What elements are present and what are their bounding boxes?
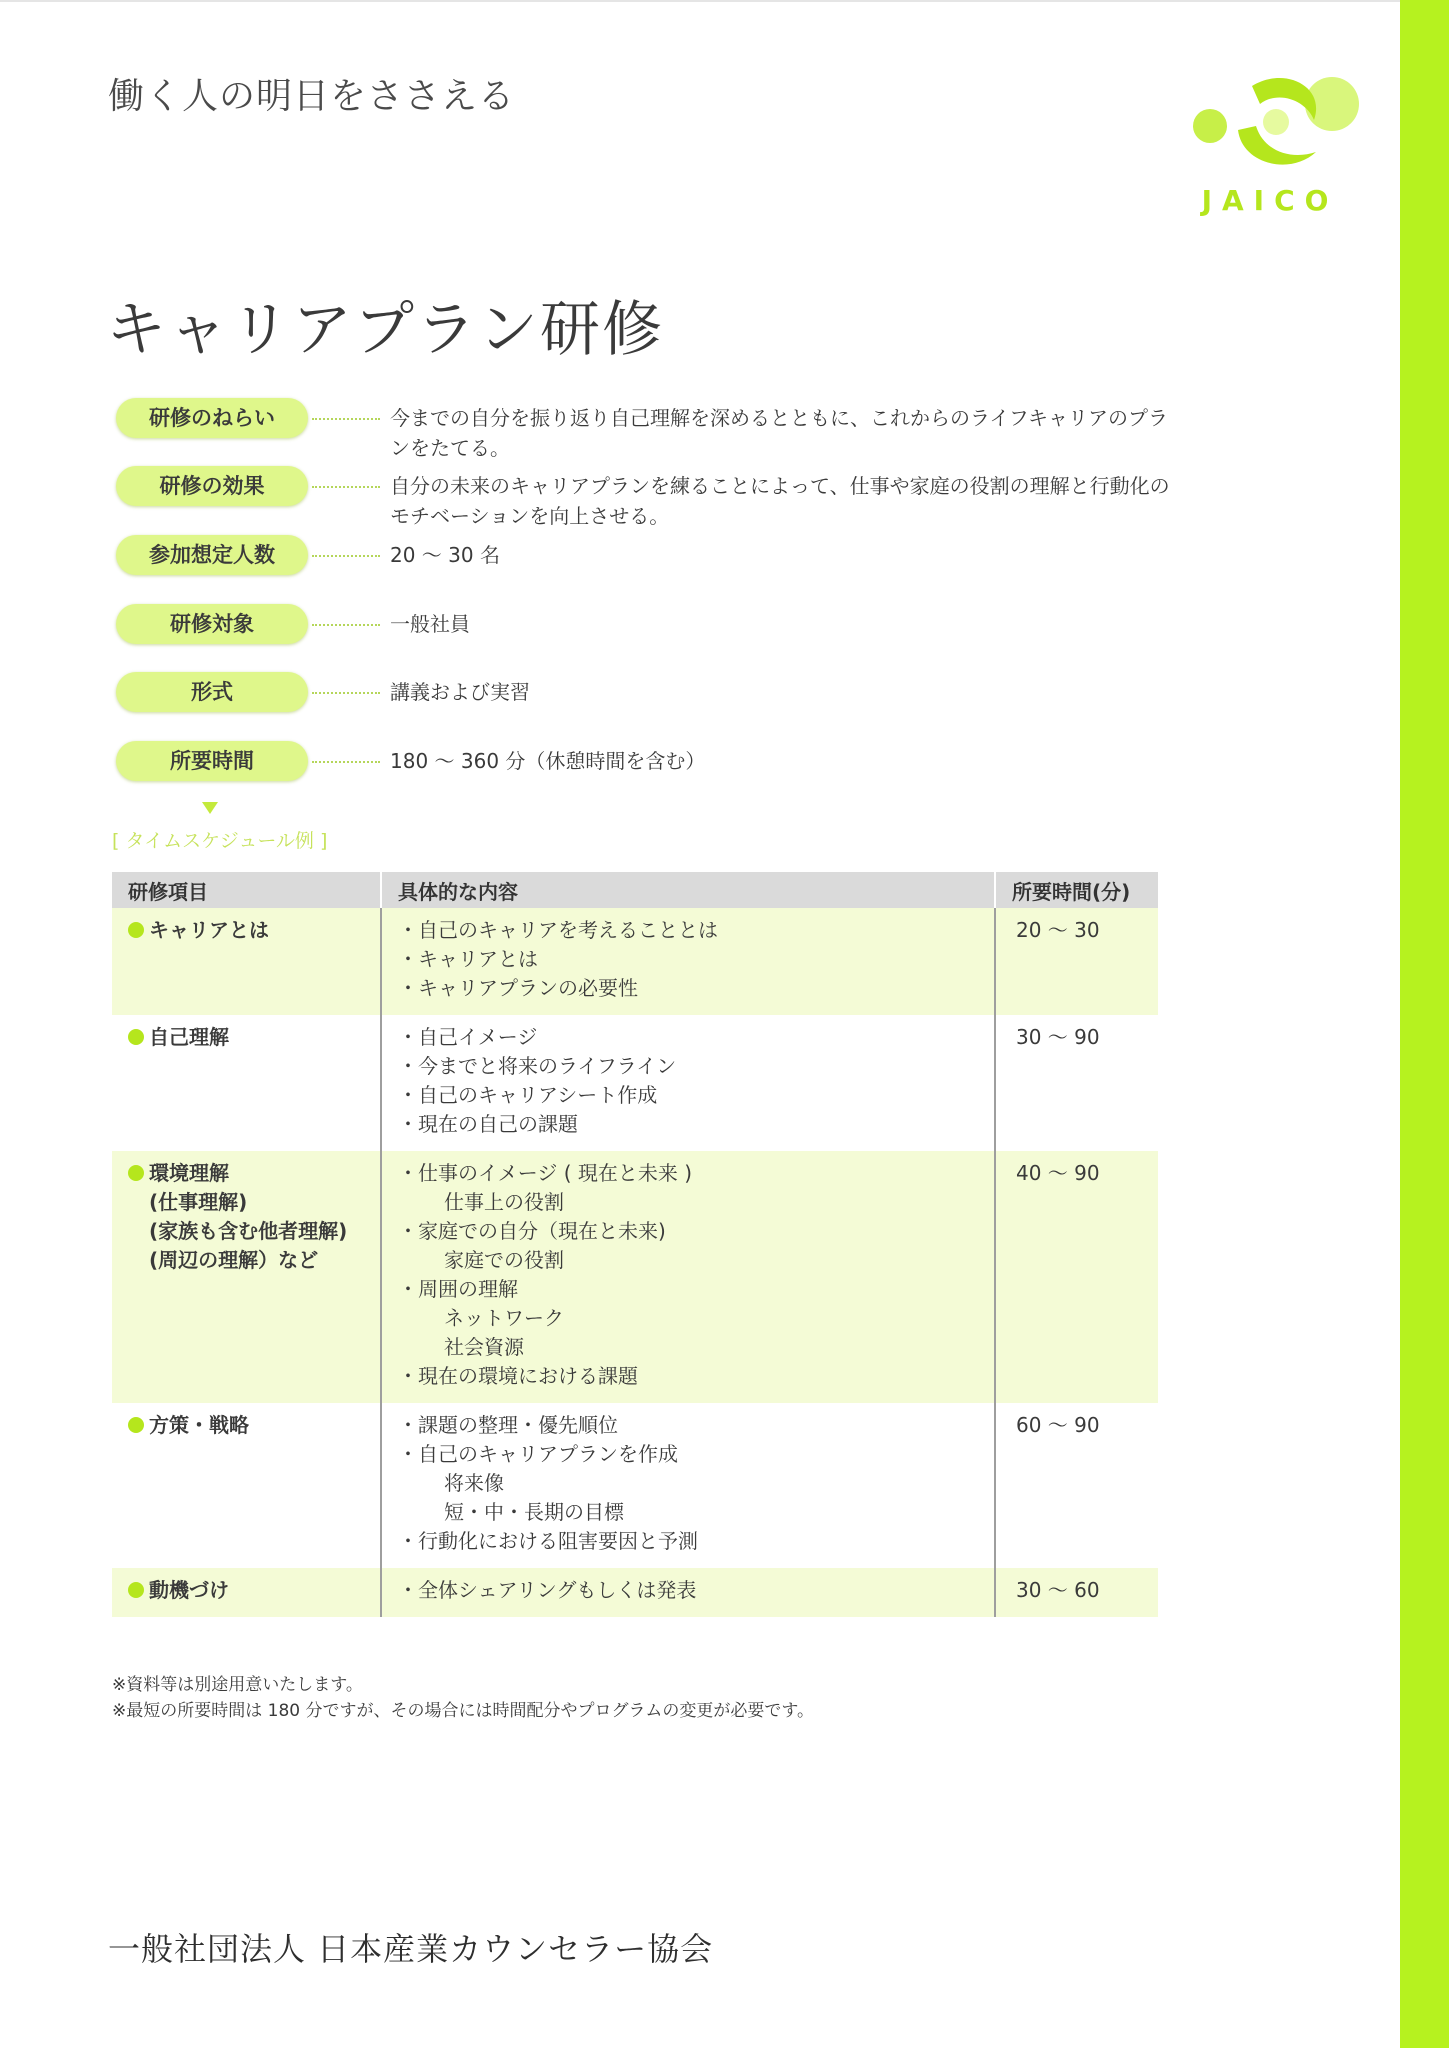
content-line: ネットワーク — [444, 1306, 564, 1330]
time-cell: 30 〜 60 — [995, 1568, 1158, 1617]
item-label: 方策・戦略 — [149, 1413, 249, 1437]
info-label-pill: 形式 — [116, 672, 308, 712]
bullet-dot-icon — [128, 1582, 144, 1598]
content-line: ・キャリアとは — [398, 947, 538, 971]
column-header: 研修項目 — [112, 872, 381, 908]
table-row — [112, 1403, 1158, 1568]
item-cell — [112, 908, 381, 1015]
column-header: 具体的な内容 — [381, 872, 995, 908]
time-cell: 30 〜 90 — [995, 1015, 1158, 1151]
info-row-duration — [116, 741, 1176, 781]
info-value: 今までの自分を振り返り自己理解を深めるとともに、これからのライフキャリアのプランをたてる。 — [390, 406, 1168, 460]
bullet-dot-icon — [128, 1029, 144, 1045]
info-row-effect — [116, 466, 1176, 528]
info-value: 20 〜 30 名 — [390, 543, 500, 567]
content-line: ・全体シェアリングもしくは発表 — [398, 1578, 697, 1602]
item-cell — [112, 1403, 381, 1568]
table-row — [112, 1568, 1158, 1617]
info-label-pill: 参加想定人数 — [116, 535, 308, 575]
item-label: 自己理解 — [149, 1025, 229, 1049]
content-line: ・現在の自己の課題 — [398, 1112, 578, 1136]
item-label: 動機づけ — [149, 1578, 229, 1602]
content-line: ・自己のキャリアプランを作成 — [398, 1442, 678, 1466]
time-cell: 20 〜 30 — [995, 908, 1158, 1015]
item-cell — [112, 1568, 381, 1617]
info-value: 一般社員 — [390, 612, 470, 636]
info-row-aim — [116, 398, 1176, 460]
content-cell — [381, 1403, 995, 1568]
time-cell: 40 〜 90 — [995, 1151, 1158, 1403]
leader-dots — [312, 418, 380, 420]
bullet-dot-icon — [128, 922, 144, 938]
content-line: 社会資源 — [444, 1335, 524, 1359]
info-label-pill: 研修のねらい — [116, 398, 308, 438]
item-sublabel: (周辺の理解）など — [149, 1248, 319, 1272]
table-header-row — [112, 872, 1158, 908]
item-sublabel: (家族も含む他者理解) — [149, 1219, 348, 1243]
info-label-pill: 研修対象 — [116, 604, 308, 644]
content-line: ・行動化における阻害要因と予測 — [398, 1529, 698, 1553]
side-accent-bar — [1400, 0, 1449, 2048]
content-line: ・周囲の理解 — [398, 1277, 518, 1301]
item-cell — [112, 1151, 381, 1403]
schedule-table — [112, 872, 1158, 1617]
info-label-pill: 研修の効果 — [116, 466, 308, 506]
info-value: 180 〜 360 分（休憩時間を含む） — [390, 749, 706, 773]
item-label: キャリアとは — [149, 918, 269, 942]
content-line: ・自己イメージ — [398, 1025, 538, 1049]
info-label-pill: 所要時間 — [116, 741, 308, 781]
content-line: ・家庭での自分（現在と未来) — [398, 1219, 666, 1243]
leader-dots — [312, 692, 380, 694]
content-cell — [381, 908, 995, 1015]
content-line: ・課題の整理・優先順位 — [398, 1413, 618, 1437]
content-line: 将来像 — [444, 1471, 504, 1495]
content-line: 家庭での役割 — [444, 1248, 564, 1272]
leader-dots — [312, 555, 380, 557]
content-line: 短・中・長期の目標 — [444, 1500, 624, 1524]
table-row — [112, 1015, 1158, 1151]
content-cell — [381, 1151, 995, 1403]
item-cell — [112, 1015, 381, 1151]
content-line: ・自己のキャリアシート作成 — [398, 1083, 658, 1107]
table-row — [112, 908, 1158, 1015]
leader-dots — [312, 761, 380, 763]
content-line: ・自己のキャリアを考えることとは — [398, 918, 718, 942]
leader-dots — [312, 486, 380, 488]
info-value: 講義および実習 — [390, 680, 530, 704]
content-line: ・現在の環境における課題 — [398, 1364, 638, 1388]
info-value: 自分の未来のキャリアプランを練ることによって、仕事や家庭の役割の理解と行動化のモチベーションを向上させる。 — [390, 474, 1170, 528]
schedule-label: [ タイムスケジュール例 ] — [112, 830, 328, 852]
bullet-dot-icon — [128, 1417, 144, 1433]
content-line: ・今までと将来のライフライン — [398, 1054, 677, 1078]
page-title: キャリアプラン研修 — [106, 295, 664, 365]
logo-text: JAICO — [1201, 184, 1339, 217]
item-label: 環境理解 — [149, 1161, 229, 1185]
bullet-dot-icon — [128, 1165, 144, 1181]
footnote: ※最短の所要時間は 180 分ですが、その場合には時間配分やプログラムの変更が必要です。 — [112, 1701, 814, 1721]
content-cell — [381, 1015, 995, 1151]
info-row-target — [116, 604, 1176, 644]
info-row-participants — [116, 535, 1176, 575]
table-row — [112, 1151, 1158, 1403]
content-line: 仕事上の役割 — [444, 1190, 564, 1214]
organization-name: 一般社団法人 日本産業カウンセラー協会 — [108, 1930, 714, 1968]
content-line: ・キャリアプランの必要性 — [398, 976, 638, 1000]
info-row-format — [116, 672, 1176, 712]
leader-dots — [312, 624, 380, 626]
column-header: 所要時間(分) — [995, 872, 1158, 908]
top-edge-line — [0, 0, 1400, 2]
time-cell: 60 〜 90 — [995, 1403, 1158, 1568]
content-line: ・仕事のイメージ ( 現在と未来 ) — [398, 1161, 693, 1185]
tagline: 働く人の明日をささえる — [108, 76, 516, 117]
arrow-down-icon — [202, 802, 218, 814]
footnote: ※資料等は別途用意いたします。 — [112, 1675, 363, 1695]
content-cell — [381, 1568, 995, 1617]
item-sublabel: (仕事理解) — [149, 1190, 248, 1214]
